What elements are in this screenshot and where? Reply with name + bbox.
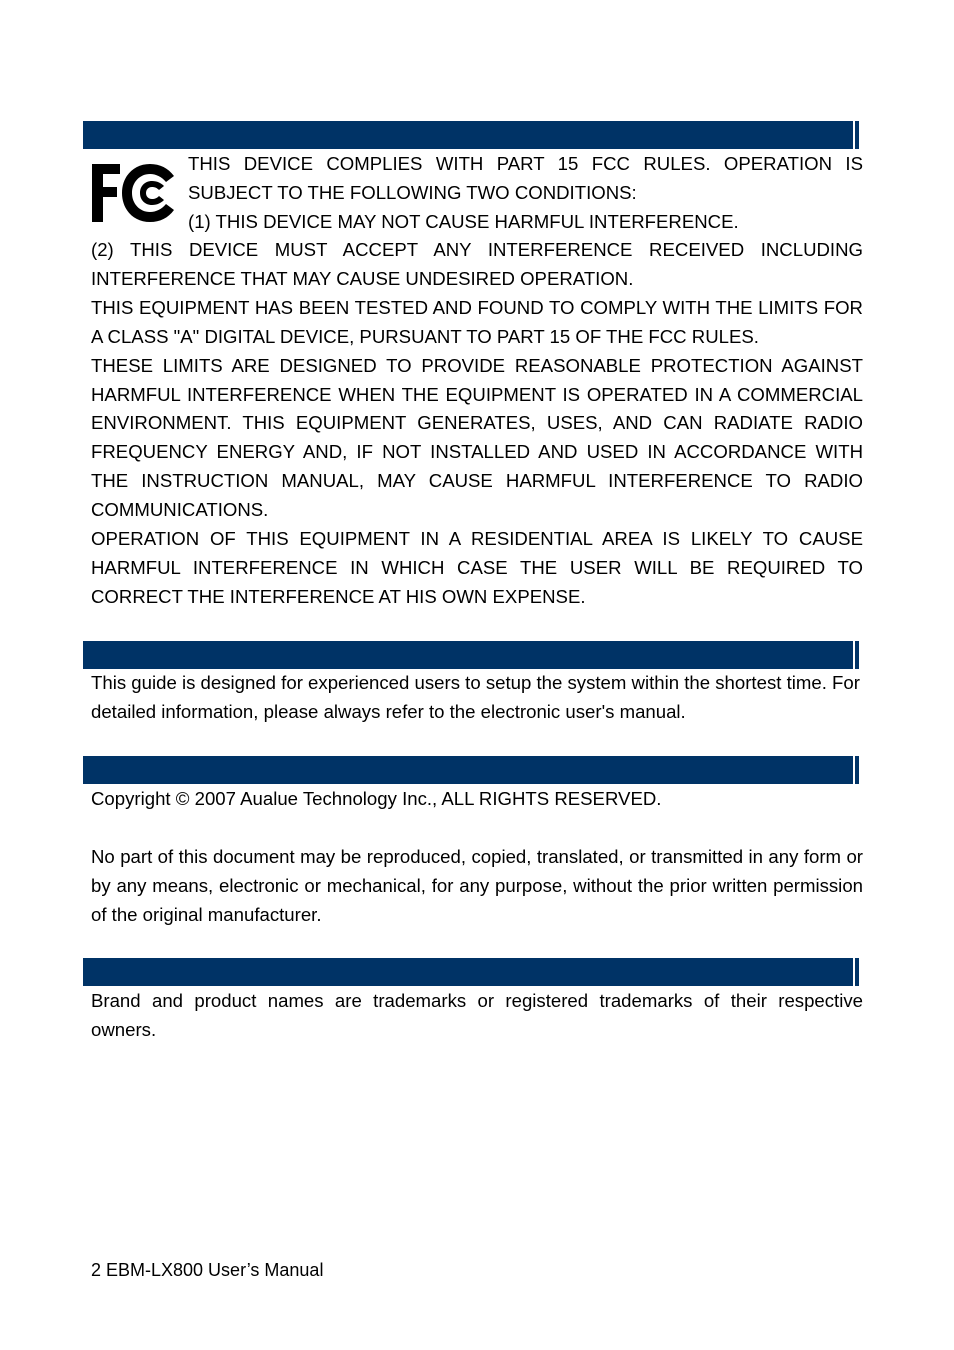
fcc-statement xyxy=(91,236,863,612)
copyright-paragraph: No part of this document may be reproduced, copied, translated, or transmitted in any form or by any means, electronic or mechanical, for any purpose, without the prior written permission of the original manufacturer. xyxy=(91,845,863,925)
fcc-condition-2: (2) THIS DEVICE MUST ACCEPT ANY INTERFERENCE RECEIVED INCLUDING INTERFERENCE THAT MAY CAUSE UNDESIRED OPERATION. xyxy=(91,239,863,289)
fcc-residential-paragraph: OPERATION OF THIS EQUIPMENT IN A RESIDENTIAL AREA IS LIKELY TO CAUSE HARMFUL INTERFERENCE IN WHICH CASE THE USER WILL BE REQUIRED TO CORRECT THE INTERFERENCE AT HIS OWN EXPENSE. xyxy=(91,528,863,607)
fcc-intro-conditions: THIS DEVICE COMPLIES WITH PART 15 FCC RULES. OPERATION IS SUBJECT TO THE FOLLOWING TWO CONDITIONS: xyxy=(188,153,863,203)
paragraph-spacer xyxy=(91,814,863,843)
guide-section xyxy=(91,669,863,727)
guide-paragraph: This guide is designed for experienced users to setup the system within the shortest time. For detailed information, please always refer to the electronic user's manual. xyxy=(91,672,860,722)
copyright-section xyxy=(91,785,863,930)
copyright-line: Copyright © 2007 Aualue Technology Inc., ALL RIGHTS RESERVED. xyxy=(91,788,662,809)
page-footer: 2 EBM-LX800 User’s Manual xyxy=(91,1260,324,1280)
trademark-section xyxy=(91,987,863,1045)
fcc-logo-icon xyxy=(90,162,176,224)
trademark-paragraph: Brand and product names are trademarks or registered trademarks of their respective owners. xyxy=(91,990,863,1040)
section-bar-fcc xyxy=(83,121,859,149)
section-bar-copyright xyxy=(83,756,859,784)
section-bar-trademark xyxy=(83,958,859,986)
fcc-limits-paragraph: THESE LIMITS ARE DESIGNED TO PROVIDE REASONABLE PROTECTION AGAINST HARMFUL INTERFERENCE WHEN THE EQUIPMENT IS OPERATED IN A COMMERCIAL ENVIRONMENT. THIS EQUIPMENT GENERATES, USES, AND CAN RADIATE RADIO FREQUENCY ENERGY AND, IF NOT INSTALLED AND USED IN ACCORDANCE WITH THE INSTRUCTION MANUAL, MAY CAUSE HARMFUL INTERFERENCE TO RADIO COMMUNICATIONS. xyxy=(91,354,863,521)
section-bar-guide xyxy=(83,641,859,669)
fcc-condition-1: (1) THIS DEVICE MAY NOT CAUSE HARMFUL INTERFERENCE. xyxy=(188,210,739,232)
fcc-tested-paragraph: THIS EQUIPMENT HAS BEEN TESTED AND FOUND TO COMPLY WITH THE LIMITS FOR A CLASS "A" DIGITAL DEVICE, PURSUANT TO PART 15 OF THE FCC RULES. xyxy=(91,296,863,347)
fcc-intro xyxy=(188,150,863,237)
